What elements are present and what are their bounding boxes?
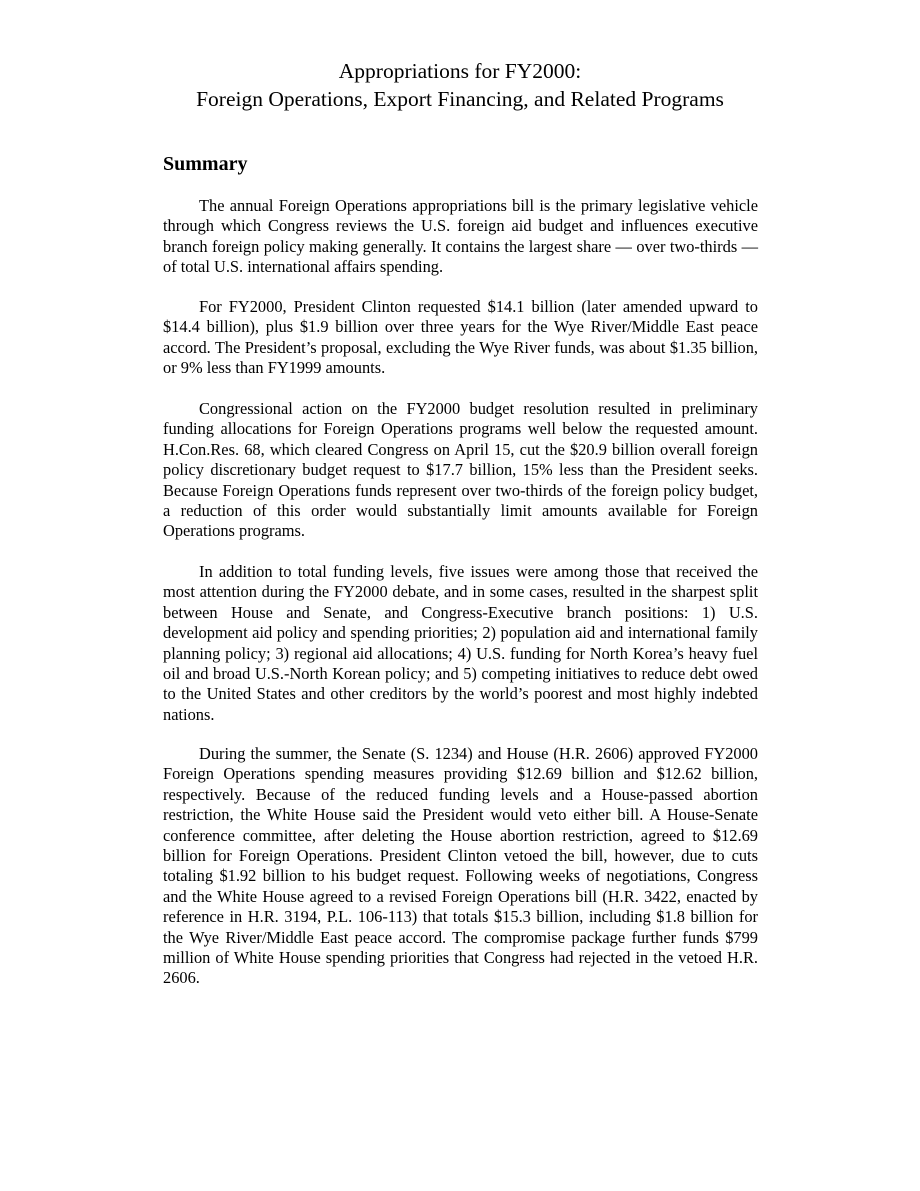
title-line-2: Foreign Operations, Export Financing, and Related Programs [196,87,724,111]
summary-paragraph-2: For FY2000, President Clinton requested $14.1 billion (later amended upward to $14.4 billion), plus $1.9 billion over three years for the Wye River/Middle East peace accord. The President’s proposal, excluding the Wye River funds, was about $1.35 billion, or 9% less than FY1999 amounts. [163,297,758,378]
summary-paragraph-5: During the summer, the Senate (S. 1234) and House (H.R. 2606) approved FY2000 Foreign Operations spending measures providing $12.69 billion and $12.62 billion, respectively. Because of the reduced funding levels and a House-passed abortion restriction, the White House said the President would veto either bill. A House-Senate conference committee, after deleting the House abortion restriction, agreed to $12.69 billion for Foreign Operations. President Clinton vetoed the bill, however, due to cuts totaling $1.92 billion to his budget request. Following weeks of negotiations, Congress and the White House agreed to a revised Foreign Operations bill (H.R. 3422, enacted by reference in H.R. 3194, P.L. 106-113) that totals $15.3 billion, including $1.8 billion for the Wye River/Middle East peace accord. The compromise package further funds $799 million of White House spending priorities that Congress had rejected in the vetoed H.R. 2606. [163,744,758,988]
summary-paragraph-1: The annual Foreign Operations appropriations bill is the primary legislative vehicle through which Congress reviews the U.S. foreign aid budget and influences executive branch foreign policy making generally. It contains the largest share — over two-thirds — of total U.S. international affairs spending. [163,196,758,277]
document-title [0,57,920,113]
summary-paragraph-3: Congressional action on the FY2000 budget resolution resulted in preliminary funding allocations for Foreign Operations programs well below the requested amount. H.Con.Res. 68, which cleared Congress on April 15, cut the $20.9 billion overall foreign policy discretionary budget request to $17.7 billion, 15% less than the President seeks. Because Foreign Operations funds represent over two-thirds of the foreign policy budget, a reduction of this order would substantially limit amounts available for Foreign Operations programs. [163,399,758,541]
section-heading-summary: Summary [163,153,248,175]
title-line-1: Appropriations for FY2000: [338,59,582,83]
summary-paragraph-4: In addition to total funding levels, five issues were among those that received the most attention during the FY2000 debate, and in some cases, resulted in the sharpest split between House and Senate, and Congress-Executive branch positions: 1) U.S. development aid policy and spending priorities; 2) population aid and international family planning policy; 3) regional aid allocations; 4) U.S. funding for North Korea’s heavy fuel oil and broad U.S.-North Korean policy; and 5) competing initiatives to reduce debt owed to the United States and other creditors by the world’s poorest and most highly indebted nations. [163,562,758,724]
